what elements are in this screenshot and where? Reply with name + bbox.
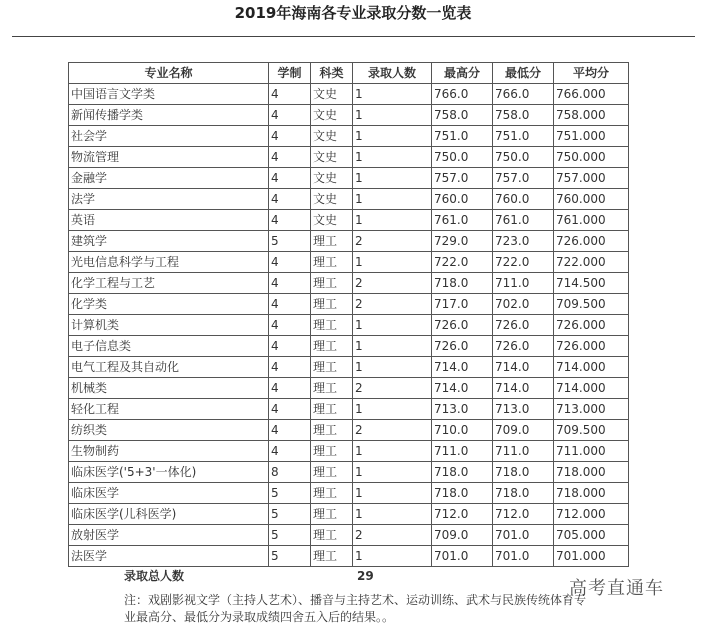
page-title: 2019年海南各专业录取分数一览表 [234, 4, 472, 22]
cell-study-years: 4 [269, 273, 311, 294]
cell-subject-category: 理工 [311, 525, 353, 546]
cell-study-years: 4 [269, 126, 311, 147]
cell-admitted-count: 2 [353, 294, 432, 315]
cell-admitted-count: 2 [353, 420, 432, 441]
table-body [69, 84, 629, 567]
cell-min-score: 709.0 [493, 420, 554, 441]
cell-admitted-count: 1 [353, 315, 432, 336]
cell-max-score: 729.0 [432, 231, 493, 252]
cell-admitted-count: 2 [353, 378, 432, 399]
cell-subject-category: 理工 [311, 504, 353, 525]
cell-study-years: 4 [269, 336, 311, 357]
cell-major-name: 金融学 [69, 168, 269, 189]
cell-min-score: 711.0 [493, 273, 554, 294]
cell-study-years: 4 [269, 189, 311, 210]
cell-major-name: 机械类 [69, 378, 269, 399]
cell-admitted-count: 2 [353, 525, 432, 546]
cell-study-years: 4 [269, 399, 311, 420]
cell-max-score: 701.0 [432, 546, 493, 567]
cell-min-score: 714.0 [493, 378, 554, 399]
cell-avg-score: 726.000 [554, 336, 629, 357]
cell-major-name: 电子信息类 [69, 336, 269, 357]
cell-admitted-count: 1 [353, 126, 432, 147]
cell-avg-score: 709.500 [554, 294, 629, 315]
cell-min-score: 718.0 [493, 483, 554, 504]
table-row [69, 231, 629, 252]
cell-max-score: 750.0 [432, 147, 493, 168]
cell-min-score: 701.0 [493, 525, 554, 546]
cell-max-score: 722.0 [432, 252, 493, 273]
cell-major-name: 生物制药 [69, 441, 269, 462]
cell-major-name: 化学类 [69, 294, 269, 315]
table-row [69, 441, 629, 462]
cell-avg-score: 757.000 [554, 168, 629, 189]
cell-study-years: 4 [269, 357, 311, 378]
cell-major-name: 轻化工程 [69, 399, 269, 420]
cell-max-score: 760.0 [432, 189, 493, 210]
cell-admitted-count: 1 [353, 504, 432, 525]
cell-avg-score: 714.500 [554, 273, 629, 294]
cell-major-name: 法学 [69, 189, 269, 210]
cell-avg-score: 758.000 [554, 105, 629, 126]
cell-min-score: 758.0 [493, 105, 554, 126]
cell-admitted-count: 1 [353, 105, 432, 126]
cell-max-score: 766.0 [432, 84, 493, 105]
cell-study-years: 4 [269, 147, 311, 168]
column-header-avg-score: 平均分 [554, 63, 629, 84]
cell-subject-category: 理工 [311, 231, 353, 252]
cell-admitted-count: 1 [353, 168, 432, 189]
cell-subject-category: 文史 [311, 147, 353, 168]
cell-subject-category: 理工 [311, 315, 353, 336]
table-row [69, 462, 629, 483]
column-header-max-score: 最高分 [432, 63, 493, 84]
table-header-row [69, 63, 629, 84]
cell-avg-score: 714.000 [554, 378, 629, 399]
column-header-subject-category: 科类 [311, 63, 353, 84]
cell-max-score: 710.0 [432, 420, 493, 441]
cell-min-score: 766.0 [493, 84, 554, 105]
cell-min-score: 757.0 [493, 168, 554, 189]
cell-study-years: 4 [269, 105, 311, 126]
footnote: 注：戏剧影视文学（主持人艺术）、播音与主持艺术、运动训练、武术与民族传统体育专业最高分、最低分为录取成绩四舍五入后的结果。。 [124, 593, 587, 624]
cell-subject-category: 文史 [311, 126, 353, 147]
cell-min-score: 751.0 [493, 126, 554, 147]
cell-study-years: 5 [269, 525, 311, 546]
column-header-admitted-count: 录取人数 [353, 63, 432, 84]
cell-avg-score: 750.000 [554, 147, 629, 168]
table-row [69, 357, 629, 378]
cell-min-score: 714.0 [493, 357, 554, 378]
table-row [69, 210, 629, 231]
cell-min-score: 713.0 [493, 399, 554, 420]
cell-subject-category: 理工 [311, 546, 353, 567]
table-row [69, 126, 629, 147]
cell-max-score: 709.0 [432, 525, 493, 546]
cell-major-name: 物流管理 [69, 147, 269, 168]
cell-admitted-count: 1 [353, 546, 432, 567]
table-row [69, 315, 629, 336]
cell-major-name: 临床医学('5+3'一体化) [69, 462, 269, 483]
cell-subject-category: 理工 [311, 462, 353, 483]
cell-subject-category: 文史 [311, 84, 353, 105]
table-row [69, 483, 629, 504]
cell-min-score: 712.0 [493, 504, 554, 525]
cell-subject-category: 文史 [311, 105, 353, 126]
cell-study-years: 4 [269, 420, 311, 441]
cell-major-name: 化学工程与工艺 [69, 273, 269, 294]
cell-max-score: 726.0 [432, 315, 493, 336]
cell-avg-score: 701.000 [554, 546, 629, 567]
cell-study-years: 4 [269, 315, 311, 336]
cell-max-score: 751.0 [432, 126, 493, 147]
cell-major-name: 临床医学 [69, 483, 269, 504]
cell-avg-score: 760.000 [554, 189, 629, 210]
table-row [69, 546, 629, 567]
cell-max-score: 718.0 [432, 273, 493, 294]
table-row [69, 504, 629, 525]
cell-admitted-count: 2 [353, 273, 432, 294]
table-row [69, 252, 629, 273]
cell-max-score: 726.0 [432, 336, 493, 357]
cell-admitted-count: 1 [353, 147, 432, 168]
cell-study-years: 5 [269, 546, 311, 567]
cell-avg-score: 718.000 [554, 462, 629, 483]
cell-admitted-count: 1 [353, 336, 432, 357]
total-admitted-label: 录取总人数 [124, 569, 185, 583]
table-row [69, 399, 629, 420]
cell-subject-category: 文史 [311, 189, 353, 210]
cell-study-years: 8 [269, 462, 311, 483]
table-row [69, 336, 629, 357]
cell-admitted-count: 1 [353, 189, 432, 210]
table-row [69, 294, 629, 315]
cell-study-years: 4 [269, 84, 311, 105]
cell-study-years: 4 [269, 378, 311, 399]
cell-subject-category: 理工 [311, 252, 353, 273]
table-row [69, 189, 629, 210]
cell-major-name: 社会学 [69, 126, 269, 147]
cell-min-score: 702.0 [493, 294, 554, 315]
cell-major-name: 建筑学 [69, 231, 269, 252]
cell-min-score: 701.0 [493, 546, 554, 567]
cell-avg-score: 705.000 [554, 525, 629, 546]
table-row [69, 105, 629, 126]
table-row [69, 378, 629, 399]
title-divider [12, 36, 695, 37]
cell-subject-category: 理工 [311, 336, 353, 357]
cell-avg-score: 751.000 [554, 126, 629, 147]
cell-max-score: 761.0 [432, 210, 493, 231]
admission-scores-table [68, 62, 629, 567]
table-row [69, 525, 629, 546]
cell-major-name: 英语 [69, 210, 269, 231]
cell-study-years: 4 [269, 294, 311, 315]
cell-min-score: 711.0 [493, 441, 554, 462]
cell-study-years: 4 [269, 441, 311, 462]
cell-min-score: 761.0 [493, 210, 554, 231]
cell-major-name: 光电信息科学与工程 [69, 252, 269, 273]
cell-subject-category: 理工 [311, 357, 353, 378]
cell-subject-category: 理工 [311, 378, 353, 399]
cell-max-score: 718.0 [432, 483, 493, 504]
cell-avg-score: 766.000 [554, 84, 629, 105]
cell-avg-score: 726.000 [554, 315, 629, 336]
cell-avg-score: 726.000 [554, 231, 629, 252]
cell-avg-score: 711.000 [554, 441, 629, 462]
cell-study-years: 5 [269, 504, 311, 525]
cell-avg-score: 712.000 [554, 504, 629, 525]
cell-avg-score: 761.000 [554, 210, 629, 231]
cell-max-score: 714.0 [432, 378, 493, 399]
cell-major-name: 放射医学 [69, 525, 269, 546]
cell-max-score: 758.0 [432, 105, 493, 126]
cell-avg-score: 713.000 [554, 399, 629, 420]
cell-major-name: 电气工程及其自动化 [69, 357, 269, 378]
cell-study-years: 4 [269, 210, 311, 231]
table-row [69, 273, 629, 294]
cell-subject-category: 理工 [311, 483, 353, 504]
column-header-min-score: 最低分 [493, 63, 554, 84]
cell-min-score: 722.0 [493, 252, 554, 273]
cell-subject-category: 理工 [311, 294, 353, 315]
cell-max-score: 712.0 [432, 504, 493, 525]
cell-avg-score: 709.500 [554, 420, 629, 441]
cell-avg-score: 722.000 [554, 252, 629, 273]
cell-study-years: 5 [269, 231, 311, 252]
cell-admitted-count: 1 [353, 441, 432, 462]
cell-max-score: 714.0 [432, 357, 493, 378]
cell-avg-score: 714.000 [554, 357, 629, 378]
cell-major-name: 计算机类 [69, 315, 269, 336]
cell-subject-category: 理工 [311, 420, 353, 441]
cell-major-name: 中国语言文学类 [69, 84, 269, 105]
cell-admitted-count: 2 [353, 231, 432, 252]
cell-subject-category: 文史 [311, 168, 353, 189]
cell-subject-category: 文史 [311, 210, 353, 231]
cell-min-score: 750.0 [493, 147, 554, 168]
cell-major-name: 新闻传播学类 [69, 105, 269, 126]
cell-min-score: 760.0 [493, 189, 554, 210]
cell-major-name: 纺织类 [69, 420, 269, 441]
cell-max-score: 717.0 [432, 294, 493, 315]
table-row [69, 84, 629, 105]
cell-admitted-count: 1 [353, 462, 432, 483]
cell-max-score: 757.0 [432, 168, 493, 189]
cell-min-score: 726.0 [493, 336, 554, 357]
cell-min-score: 718.0 [493, 462, 554, 483]
cell-major-name: 法医学 [69, 546, 269, 567]
cell-admitted-count: 1 [353, 84, 432, 105]
table-row [69, 168, 629, 189]
total-admitted-value: 29 [357, 569, 374, 583]
cell-subject-category: 理工 [311, 441, 353, 462]
cell-study-years: 5 [269, 483, 311, 504]
cell-admitted-count: 1 [353, 252, 432, 273]
cell-subject-category: 理工 [311, 399, 353, 420]
cell-study-years: 4 [269, 252, 311, 273]
cell-study-years: 4 [269, 168, 311, 189]
table-row [69, 420, 629, 441]
cell-max-score: 711.0 [432, 441, 493, 462]
cell-admitted-count: 1 [353, 483, 432, 504]
cell-max-score: 713.0 [432, 399, 493, 420]
column-header-major-name: 专业名称 [69, 63, 269, 84]
cell-admitted-count: 1 [353, 399, 432, 420]
cell-avg-score: 718.000 [554, 483, 629, 504]
watermark-text: 高考直通车 [569, 578, 664, 599]
cell-subject-category: 理工 [311, 273, 353, 294]
cell-max-score: 718.0 [432, 462, 493, 483]
cell-min-score: 726.0 [493, 315, 554, 336]
column-header-study-years: 学制 [269, 63, 311, 84]
cell-min-score: 723.0 [493, 231, 554, 252]
cell-admitted-count: 1 [353, 210, 432, 231]
cell-admitted-count: 1 [353, 357, 432, 378]
table-row [69, 147, 629, 168]
cell-major-name: 临床医学(儿科医学) [69, 504, 269, 525]
